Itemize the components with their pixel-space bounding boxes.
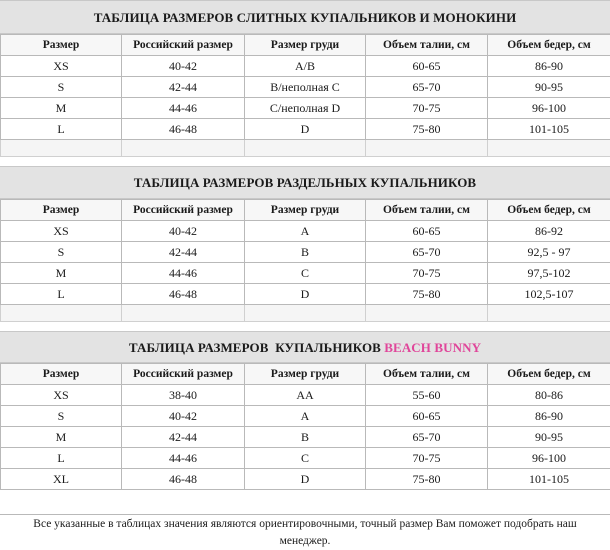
size-table-two-piece: [0, 199, 610, 322]
table-cell: 92,5 - 97: [488, 242, 610, 263]
size-table-beach-bunny: [0, 363, 610, 490]
table-cell: 44-46: [122, 448, 245, 469]
section-title-two-piece: [0, 166, 610, 199]
column-header: Объем талии, см: [366, 35, 488, 56]
table-cell: XS: [1, 221, 122, 242]
table-cell: 60-65: [366, 221, 488, 242]
table-row: [1, 427, 610, 448]
section-title-accent: BEACH BUNNY: [384, 340, 482, 355]
column-header: Объем талии, см: [366, 364, 488, 385]
table-cell: 44-46: [122, 98, 245, 119]
table-cell: 96-100: [488, 98, 610, 119]
table-row: [1, 221, 610, 242]
table-row: [1, 98, 610, 119]
size-table-one-piece: [0, 34, 610, 157]
table-cell: C: [245, 263, 366, 284]
section-title-one-piece: [0, 0, 610, 34]
table-cell: 97,5-102: [488, 263, 610, 284]
table-row: [1, 263, 610, 284]
table-cell: 101-105: [488, 469, 610, 490]
table-cell: AA: [245, 385, 366, 406]
table-cell: L: [1, 284, 122, 305]
table-cell: 46-48: [122, 469, 245, 490]
table-cell: B: [245, 242, 366, 263]
table-cell: 42-44: [122, 427, 245, 448]
table-cell: L: [1, 448, 122, 469]
table-row: [1, 284, 610, 305]
table-row: [1, 448, 610, 469]
table-cell: 40-42: [122, 221, 245, 242]
table-cell: A/B: [245, 56, 366, 77]
table-cell: 70-75: [366, 263, 488, 284]
table-cell: 86-92: [488, 221, 610, 242]
table-cell: 38-40: [122, 385, 245, 406]
table-cell: S: [1, 406, 122, 427]
column-header: Размер: [1, 35, 122, 56]
column-header: Размер груди: [245, 364, 366, 385]
table-cell: 40-42: [122, 56, 245, 77]
table-cell: 96-100: [488, 448, 610, 469]
table-row: [1, 385, 610, 406]
table-cell: 70-75: [366, 98, 488, 119]
section-title-beach-bunny: [0, 331, 610, 363]
table-cell: 65-70: [366, 77, 488, 98]
table-header-row: [1, 200, 610, 221]
table-cell: 44-46: [122, 263, 245, 284]
column-header: Размер: [1, 364, 122, 385]
table-cell: 75-80: [366, 469, 488, 490]
table-cell: A: [245, 221, 366, 242]
table-cell: 46-48: [122, 284, 245, 305]
column-header: Размер: [1, 200, 122, 221]
table-cell: B: [245, 427, 366, 448]
table-cell: 42-44: [122, 242, 245, 263]
column-header: Размер груди: [245, 35, 366, 56]
column-header: Российский размер: [122, 35, 245, 56]
table-row: [1, 119, 610, 140]
table-cell: L: [1, 119, 122, 140]
table-row: [1, 242, 610, 263]
table-cell: XS: [1, 56, 122, 77]
table-cell: 60-65: [366, 56, 488, 77]
section-title-text: ТАБЛИЦА РАЗМЕРОВ РАЗДЕЛЬНЫХ КУПАЛЬНИКОВ: [133, 175, 477, 190]
table-cell: D: [245, 119, 366, 140]
table-cell: 40-42: [122, 406, 245, 427]
spacer-row: [1, 305, 610, 322]
disclaimer-note: Все указанные в таблицах значения являются ориентировочными, точный размер Вам поможет подобрать наш менеджер.: [0, 514, 610, 550]
table-cell: 90-95: [488, 77, 610, 98]
table-cell: 75-80: [366, 284, 488, 305]
table-cell: 60-65: [366, 406, 488, 427]
table-cell: 70-75: [366, 448, 488, 469]
table-cell: A: [245, 406, 366, 427]
table-cell: S: [1, 242, 122, 263]
table-cell: 86-90: [488, 56, 610, 77]
table-row: [1, 469, 610, 490]
table-cell: M: [1, 427, 122, 448]
table-cell: C/неполная D: [245, 98, 366, 119]
table-cell: 55-60: [366, 385, 488, 406]
table-cell: D: [245, 284, 366, 305]
column-header: Объем бедер, см: [488, 364, 610, 385]
table-cell: M: [1, 98, 122, 119]
table-cell: 46-48: [122, 119, 245, 140]
column-header: Объем бедер, см: [488, 35, 610, 56]
table-cell: 102,5-107: [488, 284, 610, 305]
table-cell: 75-80: [366, 119, 488, 140]
table-header-row: [1, 364, 610, 385]
table-cell: S: [1, 77, 122, 98]
spacer-row: [1, 140, 610, 157]
column-header: Объем бедер, см: [488, 200, 610, 221]
table-cell: 101-105: [488, 119, 610, 140]
table-cell: C: [245, 448, 366, 469]
table-row: [1, 56, 610, 77]
section-title-text: ТАБЛИЦА РАЗМЕРОВ КУПАЛЬНИКОВ: [128, 340, 385, 355]
table-cell: 42-44: [122, 77, 245, 98]
table-row: [1, 77, 610, 98]
column-header: Объем талии, см: [366, 200, 488, 221]
table-header-row: [1, 35, 610, 56]
table-cell: XL: [1, 469, 122, 490]
column-header: Российский размер: [122, 364, 245, 385]
table-row: [1, 406, 610, 427]
table-cell: 65-70: [366, 242, 488, 263]
table-cell: 86-90: [488, 406, 610, 427]
table-cell: D: [245, 469, 366, 490]
column-header: Российский размер: [122, 200, 245, 221]
table-cell: 80-86: [488, 385, 610, 406]
section-title-text: ТАБЛИЦА РАЗМЕРОВ СЛИТНЫХ КУПАЛЬНИКОВ И МОНОКИНИ: [93, 10, 517, 25]
table-cell: B/неполная C: [245, 77, 366, 98]
table-cell: 90-95: [488, 427, 610, 448]
table-cell: 65-70: [366, 427, 488, 448]
column-header: Размер груди: [245, 200, 366, 221]
table-cell: XS: [1, 385, 122, 406]
table-cell: M: [1, 263, 122, 284]
